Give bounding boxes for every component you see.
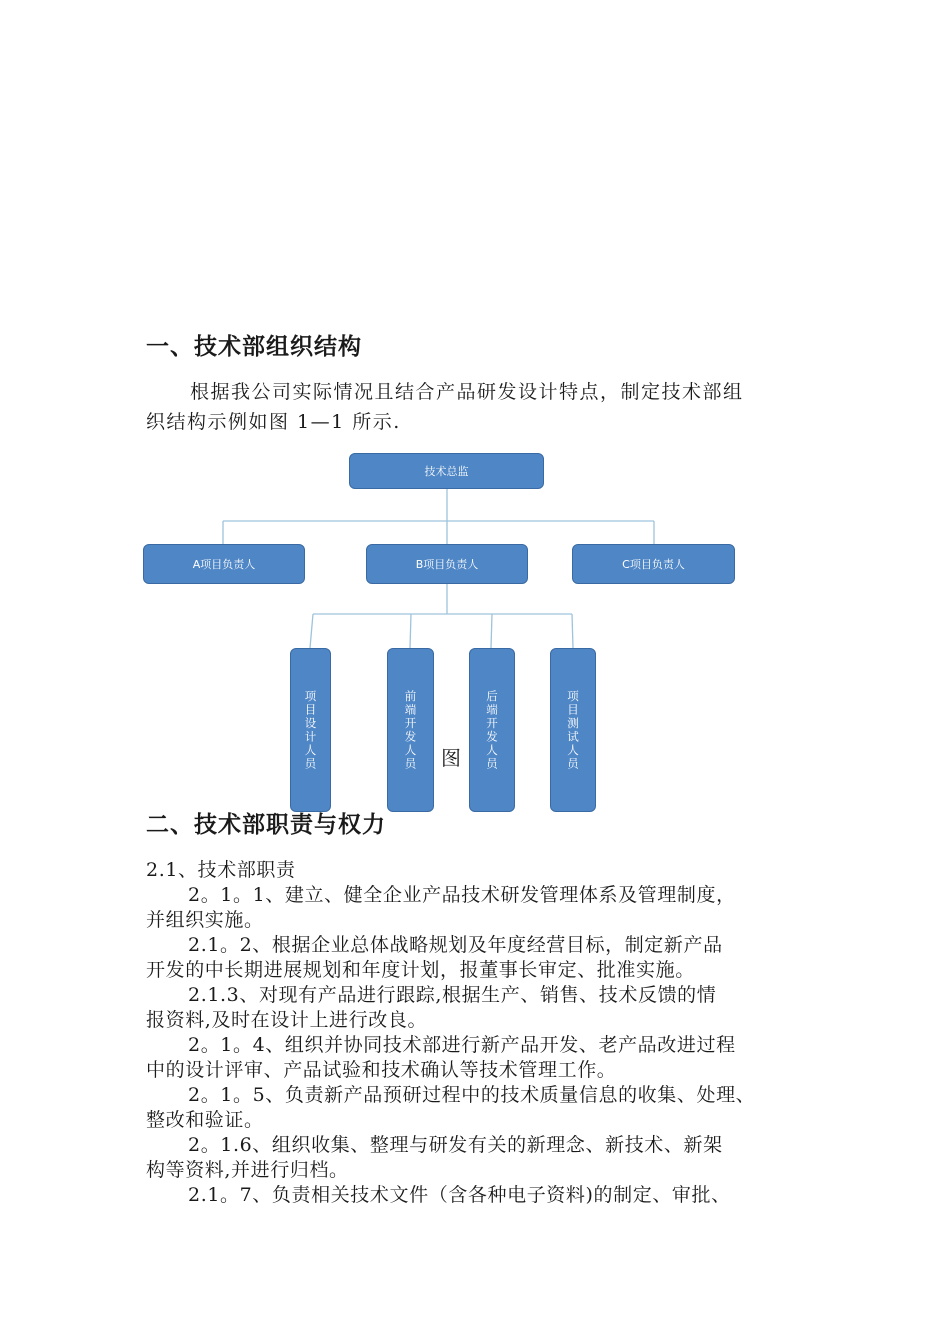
org-node-lead-b: B项目负责人 [366,544,528,584]
connector-member-1 [310,614,313,648]
org-node-lead-c: C项目负责人 [572,544,735,584]
org-node-member-testing: 项目测试人员 [550,648,596,812]
duty-line: 报资料,及时在设计上进行改良。 [146,1009,428,1031]
connector-member-3 [491,614,492,648]
section2-body [146,858,836,1208]
org-node-member-backend: 后端开发人员 [469,648,515,812]
duty-line: 中的设计评审、产品试验和技术确认等技术管理工作。 [146,1059,617,1081]
section1-intro [146,377,826,437]
duty-line: 2。1。4、组织并协同技术部进行新产品开发、老产品改进过程 [188,1034,736,1056]
org-node-lead-a: A项目负责人 [143,544,305,584]
duty-line: 构等资料,并进行归档。 [146,1159,349,1181]
section2-heading: 二、技术部职责与权力 [146,812,386,838]
duty-line: 2。1。1、建立、健全企业产品技术研发管理体系及管理制度， [188,884,736,906]
org-node-member-frontend: 前端开发人员 [387,648,434,812]
connector-member-4 [572,614,573,648]
duty-line: 2.1。7、负责相关技术文件（含各种电子资料)的制定、审批、 [188,1184,731,1206]
duties-subheading: 2.1、技术部职责 [146,859,296,881]
duty-line: 开发的中长期进展规划和年度计划，报董事长审定、批准实施。 [146,959,695,981]
duty-line: 并组织实施。 [146,909,264,931]
duty-line: 2.1.3、对现有产品进行跟踪,根据生产、销售、技术反馈的情 [188,984,717,1006]
connector-member-2 [410,614,411,648]
org-node-root: 技术总监 [349,453,544,489]
org-node-member-design: 项目设计人员 [290,648,331,812]
duty-line: 2。1。5、负责新产品预研过程中的技术质量信息的收集、处理、 [188,1084,756,1106]
intro-line-2: 织结构示例如图 1—1 所示. [146,411,401,433]
duty-line: 2。1.6、组织收集、整理与研发有关的新理念、新技术、新架 [188,1134,723,1156]
section1-heading: 一、技术部组织结构 [146,334,362,360]
figure-caption: 图 [441,746,465,770]
intro-line-1: 根据我公司实际情况且结合产品研发设计特点，制定技术部组 [190,381,744,403]
duty-line: 整改和验证。 [146,1109,264,1131]
duty-line: 2.1。2、根据企业总体战略规划及年度经营目标，制定新产品 [188,934,723,956]
